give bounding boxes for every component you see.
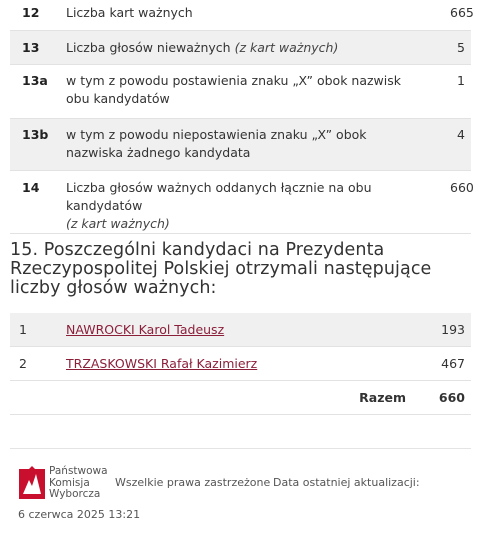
updated-label: Data ostatniej aktualizacji: [273, 476, 420, 489]
row-number: 12 [10, 0, 66, 30]
table-row [10, 0, 471, 30]
row-number: 13b [10, 118, 66, 170]
footer-divider [10, 448, 471, 449]
table-row [10, 64, 471, 118]
total-label: Razem [66, 381, 406, 415]
table-row [10, 30, 471, 64]
row-note: (z kart ważnych) [234, 39, 339, 55]
table-row [10, 347, 471, 381]
logo-text[interactable]: Państwowa Komisja Wyborcza [49, 465, 108, 500]
row-value: 5 [450, 30, 471, 64]
candidates-table [10, 313, 471, 415]
total-row [10, 381, 471, 415]
row-label: w tym z powodu postawienia znaku „X” obok nazwisk obu kandydatów [66, 64, 450, 118]
row-value: 4 [450, 118, 471, 170]
row-label: Liczba kart ważnych [66, 0, 450, 30]
candidate-votes: 193 [406, 313, 471, 347]
row-value: 1 [450, 64, 471, 118]
row-number: 13a [10, 64, 66, 118]
row-label: Liczba głosów nieważnych (z kart ważnych) [66, 30, 450, 64]
row-label: Liczba głosów ważnych oddanych łącznie na obu kandydatów (z kart ważnych) [66, 170, 450, 233]
updated-value: 6 czerwca 2025 13:21 [18, 508, 141, 521]
table-row [10, 170, 471, 233]
total-value: 660 [406, 381, 471, 415]
rights-text: Wszelkie prawa zastrzeżone [115, 476, 271, 489]
row-number: 14 [10, 170, 66, 233]
pkw-logo-icon[interactable] [18, 466, 46, 500]
candidate-name-cell [66, 313, 406, 347]
row-note: (z kart ważnych) [66, 215, 170, 231]
table-row [10, 313, 471, 347]
candidate-index: 2 [10, 347, 66, 381]
summary-table [10, 0, 474, 234]
candidate-votes: 467 [406, 347, 471, 381]
summary-table-wrap [10, 0, 474, 234]
row-value: 660 [450, 170, 471, 233]
candidate-link[interactable]: TRZASKOWSKI Rafał Kazimierz [66, 355, 258, 371]
table-row [10, 118, 471, 170]
candidate-name-cell [66, 347, 406, 381]
row-label: w tym z powodu niepostawienia znaku „X” obok nazwiska żadnego kandydata [66, 118, 450, 170]
row-number: 13 [10, 30, 66, 64]
candidate-index: 1 [10, 313, 66, 347]
section-15-heading: 15. Poszczególni kandydaci na Prezydenta Rzeczypospolitej Polskiej otrzymali następujące liczby głosów ważnych: [10, 240, 432, 298]
row-value: 665 [450, 0, 471, 30]
candidate-link[interactable]: NAWROCKI Karol Tadeusz [66, 321, 225, 337]
